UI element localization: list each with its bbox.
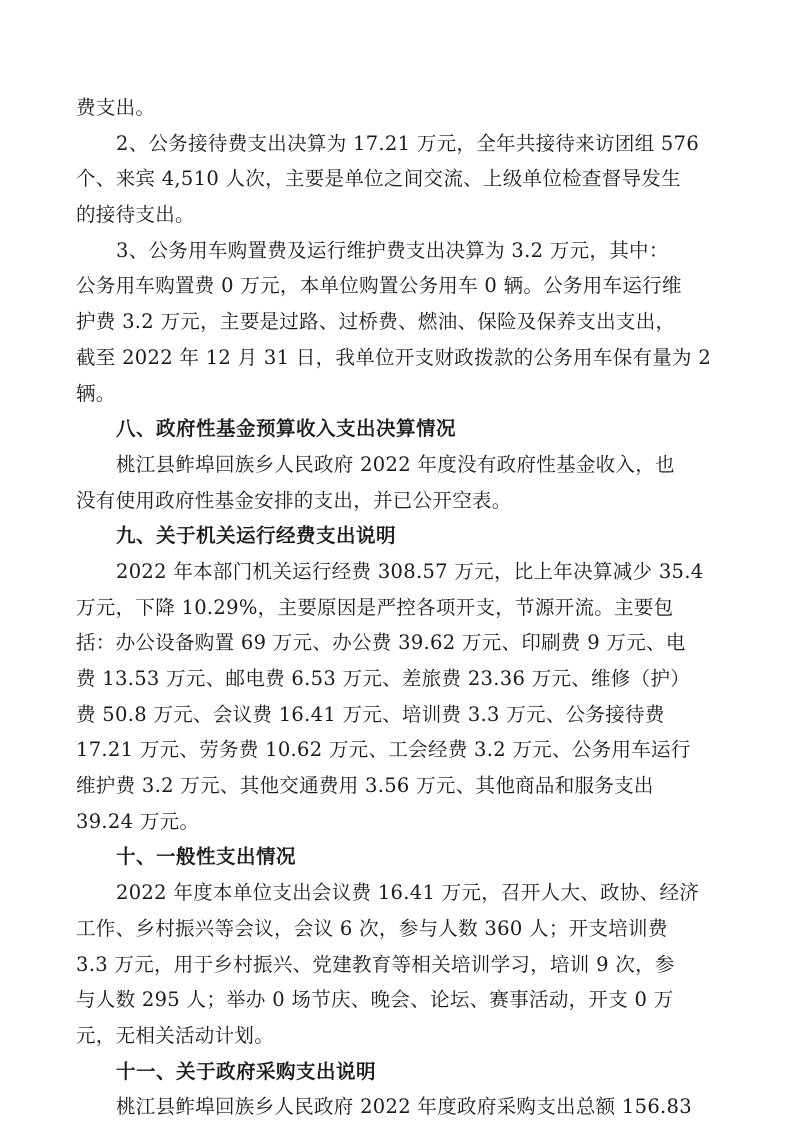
text-line: 2022 年本部门机关运行经费 308.57 万元，比上年决算减少 35.4 <box>116 559 704 583</box>
text-line: 17.21 万元、劳务费 10.62 万元、工会经费 3.2 万元、公务用车运行 <box>76 738 691 762</box>
text-line: 没有使用政府性基金安排的支出，并已公开空表。 <box>76 488 512 512</box>
text-line: 元，无相关活动计划。 <box>76 1023 275 1047</box>
text-line: 括：办公设备购置 69 万元、办公费 39.62 万元、印刷费 9 万元、电 <box>76 631 686 655</box>
document-body <box>76 90 719 1125</box>
text-line: 辆。 <box>76 381 116 405</box>
section-heading: 九、关于机关运行经费支出说明 <box>116 524 397 548</box>
text-line: 公务用车购置费 0 万元，本单位购置公务用车 0 辆。公务用车运行维 <box>76 274 682 298</box>
text-line: 39.24 万元。 <box>76 809 200 833</box>
text-line: 维护费 3.2 万元、其他交通费用 3.56 万元、其他商品和服务支出 <box>76 774 654 798</box>
text-line: 万元，下降 10.29%，主要原因是严控各项开支，节源开流。主要包 <box>76 595 674 619</box>
text-line: 费 13.53 万元、邮电费 6.53 万元、差旅费 23.36 万元、维修（护） <box>76 667 691 690</box>
section-heading: 十、一般性支出情况 <box>116 845 297 869</box>
text-line: 桃江县鲊埠回族乡人民政府 2022 年度政府采购支出总额 156.83 <box>116 1095 692 1119</box>
text-line: 截至 2022 年 12 月 31 日，我单位开支财政拨款的公务用车保有量为 2 <box>76 345 712 369</box>
text-line: 桃江县鲊埠回族乡人民政府 2022 年度没有政府性基金收入，也 <box>116 452 675 476</box>
text-line: 费 50.8 万元、会议费 16.41 万元、培训费 3.3 万元、公务接待费 <box>76 702 665 726</box>
section-heading: 十一、关于政府采购支出说明 <box>116 1059 377 1083</box>
section-heading: 八、政府性基金预算收入支出决算情况 <box>116 417 457 441</box>
text-line: 工作、乡村振兴等会议，会议 6 次，参与人数 360 人；开支培训费 <box>76 916 668 940</box>
text-line: 与人数 295 人；举办 0 场节庆、晚会、论坛、赛事活动，开支 0 万 <box>76 988 674 1012</box>
text-line: 3.3 万元，用于乡村振兴、党建教育等相关培训学习，培训 9 次，参 <box>76 952 675 976</box>
text-line: 3、公务用车购置费及运行维护费支出决算为 3.2 万元，其中： <box>116 238 669 262</box>
text-line: 的接待支出。 <box>76 203 195 227</box>
text-line: 2、公务接待费支出决算为 17.21 万元，全年共接待来访团组 576 <box>116 131 700 155</box>
text-line: 费支出。 <box>76 96 156 119</box>
text-line: 护费 3.2 万元，主要是过路、过桥费、燃油、保险及保养支出支出， <box>76 310 676 334</box>
text-line: 2022 年度本单位支出会议费 16.41 万元，召开人大、政协、经济 <box>116 881 700 905</box>
text-line: 个、来宾 4,510 人次，主要是单位之间交流、上级单位检查督导发生 <box>76 167 681 191</box>
